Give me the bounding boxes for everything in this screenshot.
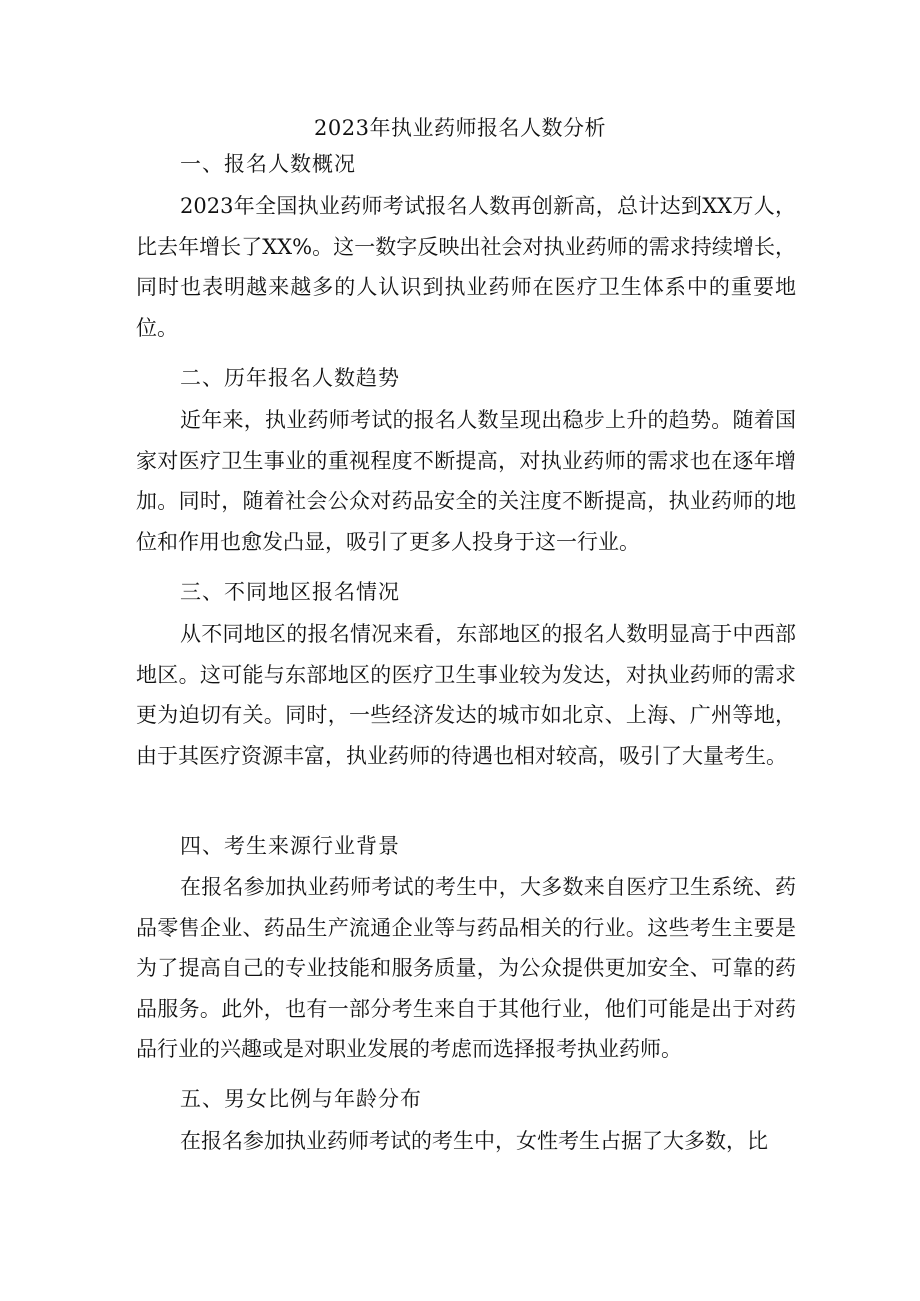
section-heading-industry: 四、考生来源行业背景 — [180, 834, 400, 858]
section-heading-overview: 一、报名人数概况 — [180, 152, 356, 176]
section-paragraph-industry: 在报名参加执业药师考试的考生中，大多数来自医疗卫生系统、药品零售企业、药品生产流通企业等与药品相关的行业。这些考生主要是为了提高自己的专业技能和服务质量，为公众提供更加安全、可靠的药品服务。此外，也有一部分考生来自于其他行业，他们可能是出于对药品行业的兴趣或是对职业发展的考虑而选择报考执业药师。 — [136, 875, 796, 1061]
section-paragraph-regions: 从不同地区的报名情况来看，东部地区的报名人数明显高于中西部地区。这可能与东部地区的医疗卫生事业较为发达，对执业药师的需求更为迫切有关。同时，一些经济发达的城市如北京、上海、广州等地，由于其医疗资源丰富，执业药师的待遇也相对较高，吸引了大量考生。 — [136, 622, 796, 768]
document-title: 2023年执业药师报名人数分析 — [314, 116, 606, 140]
section-heading-gender-age: 五、男女比例与年龄分布 — [180, 1087, 422, 1111]
section-paragraph-trend: 近年来，执业药师考试的报名人数呈现出稳步上升的趋势。随着国家对医疗卫生事业的重视程度不断提高，对执业药师的需求也在逐年增加。同时，随着社会公众对药品安全的关注度不断提高，执业药师的地位和作用也愈发凸显，吸引了更多人投身于这一行业。 — [136, 408, 796, 554]
section-paragraph-overview: 2023年全国执业药师考试报名人数再创新高，总计达到XX万人，比去年增长了XX%。这一数字反映出社会对执业药师的需求持续增长，同时也表明越来越多的人认识到执业药师在医疗卫生体系中的重要地位。 — [136, 194, 796, 340]
section-heading-regions: 三、不同地区报名情况 — [180, 580, 400, 604]
section-paragraph-gender-age: 在报名参加执业药师考试的考生中，女性考生占据了大多数，比 — [180, 1129, 768, 1153]
section-heading-trend: 二、历年报名人数趋势 — [180, 366, 400, 390]
